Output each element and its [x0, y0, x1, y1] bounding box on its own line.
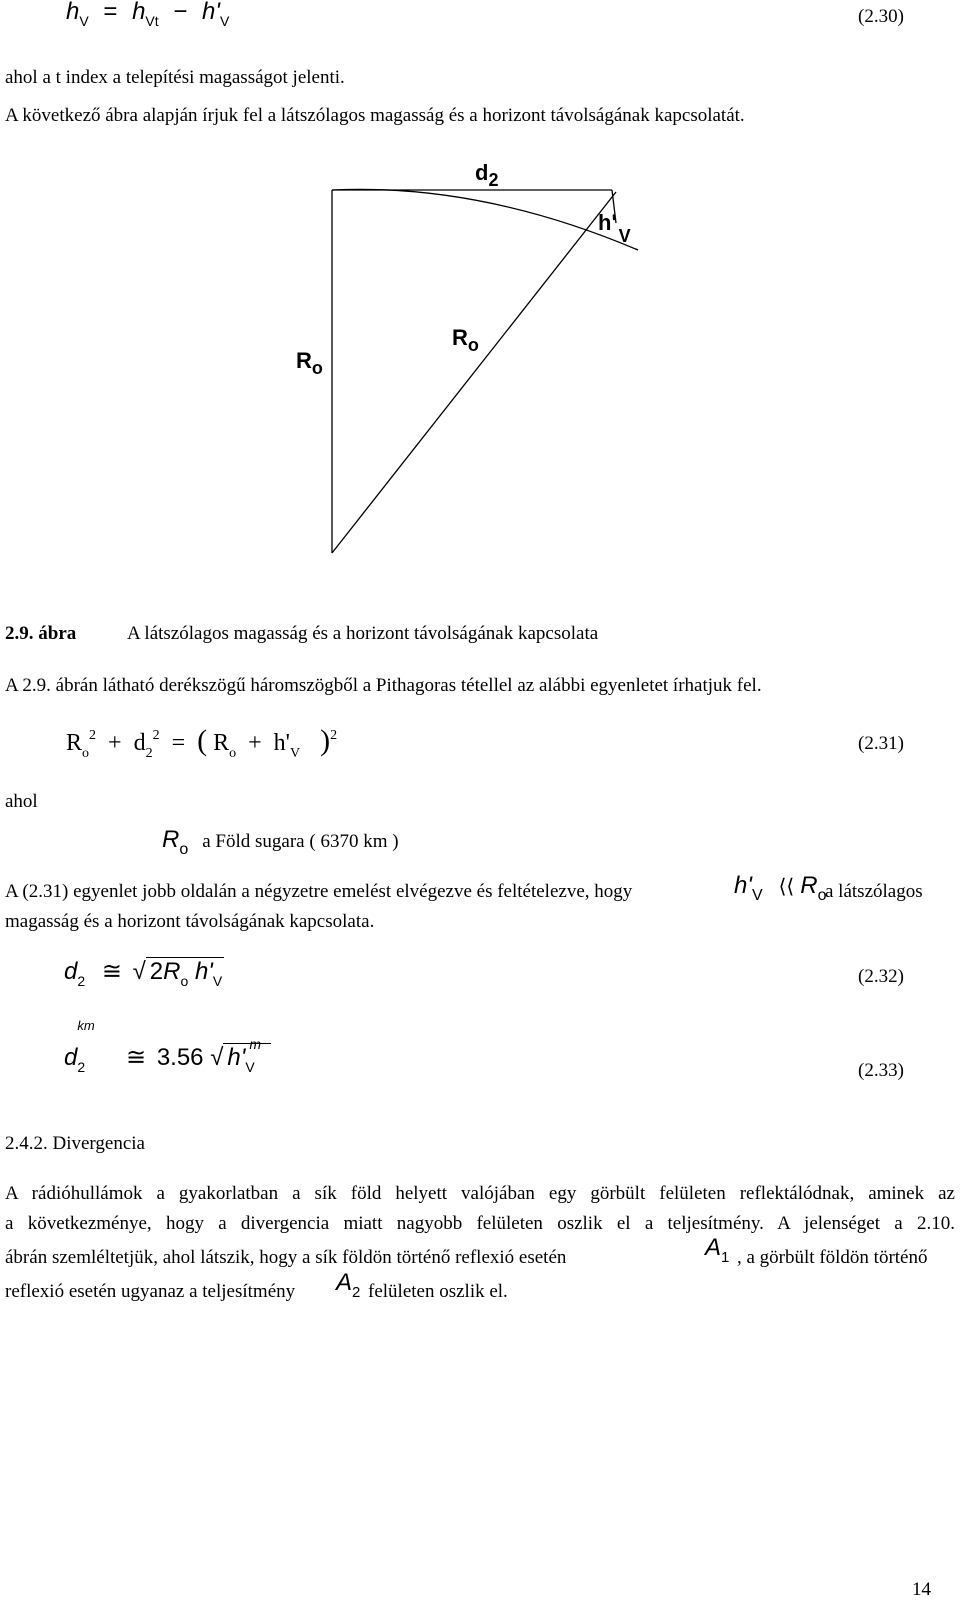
label-d2: $d_2$ [475, 160, 499, 190]
paragraph: ahol a t index a telepítési magasságot jelenti. [5, 67, 345, 88]
eq-var: h' [194, 958, 213, 985]
eq-sub: 2 [352, 1284, 361, 1301]
eq-coef: 3.56 [156, 1044, 204, 1071]
eq-paren: ) [320, 724, 331, 757]
equation-number: (2.30) [858, 6, 904, 27]
eq-coef: 2 [149, 958, 164, 985]
eq-var: h [132, 0, 146, 25]
paragraph-line: A rádióhullámok a gyakorlatban a sík föld helyett valójában egy görbült felületen reflektálódnak, aminek az [5, 1183, 955, 1204]
eq-var: R [66, 730, 83, 756]
equation-2-32 [64, 957, 224, 988]
eq-paren: ( [197, 724, 208, 757]
eq-sub: Vt [145, 13, 159, 29]
condition-inline [734, 872, 827, 904]
eq-var: R [800, 872, 818, 899]
eq-sub: o [82, 746, 90, 761]
eq-var: h' [202, 0, 220, 25]
label-hv: $h'_V$ [598, 210, 631, 246]
eq-op: − [173, 0, 188, 25]
paragraph: magasság és a horizont távolságának kapcsolata. [5, 911, 375, 932]
definition-text: a Föld sugara ( 6370 km ) [202, 831, 399, 852]
eq-var: d [64, 1044, 78, 1071]
eq-sub: V [290, 746, 301, 761]
eq-sup: 2 [89, 728, 97, 743]
equation-number: (2.33) [858, 1060, 904, 1081]
eq-sub: 1 [721, 1249, 730, 1266]
eq-var: R [163, 958, 181, 985]
paragraph-line: ábrán szemléltetjük, ahol látszik, hogy a sík földön történő reflexió esetén [5, 1247, 567, 1268]
figure-caption-number: 2.9. ábra [5, 623, 77, 644]
equation-number: (2.32) [858, 966, 904, 987]
eq-var: h' [227, 1044, 246, 1071]
definition-ro [162, 826, 399, 858]
eq-sub: o [179, 841, 189, 858]
eq-sub: o [817, 887, 827, 904]
eq-var: R [162, 826, 180, 853]
paragraph: a látszólagos [825, 881, 923, 902]
paragraph-line: a következménye, hogy a divergencia miatt nagyobb felületen oszlik el a teljesítmény. A jelenséget a 2.10. [5, 1213, 955, 1234]
figure-caption-text: A látszólagos magasság és a horizont távolságának kapcsolata [127, 623, 599, 644]
paragraph: A (2.31) egyenlet jobb oldalán a négyzetre emelést elvégezve és feltételezve, hogy [5, 881, 633, 902]
eq-var: d [133, 730, 146, 756]
sqrt-sign: √ [210, 1044, 224, 1071]
eq-sub: 2 [77, 1059, 86, 1075]
paragraph-line: , a görbült földön történő [737, 1247, 928, 1268]
eq-op: + [248, 730, 262, 756]
eq-op: + [108, 730, 122, 756]
eq-sup: 2 [152, 728, 160, 743]
label-ro-right: $R_o$ [452, 325, 479, 355]
inline-a1 [705, 1234, 730, 1266]
eq-op: = [171, 730, 186, 756]
eq-var: A [705, 1234, 722, 1261]
eq-sub: V [245, 1059, 255, 1075]
equation-2-33 [64, 1018, 271, 1075]
eq-var: d [64, 958, 78, 985]
eq-sub: 2 [145, 746, 153, 761]
figure-2-9 [290, 158, 650, 578]
eq-var: h [66, 0, 80, 25]
equation-2-31 [66, 724, 338, 761]
page-number: 14 [912, 1579, 931, 1600]
eq-sup: m [249, 1036, 261, 1052]
eq-var: R [213, 730, 230, 756]
earth-arc [332, 189, 638, 250]
eq-sub: V [751, 887, 763, 904]
eq-sub: o [229, 746, 237, 761]
eq-sup: 2 [330, 728, 338, 743]
label-ro-left: $R_o$ [296, 348, 323, 378]
section-heading: 2.4.2. Divergencia [5, 1133, 145, 1154]
eq-op: ⟨⟨ [778, 876, 795, 898]
paragraph: A 2.9. ábrán látható derékszögű háromszögből a Pithagoras tétellel az alábbi egyenletet írhatjuk fel. [5, 675, 762, 696]
eq-sub: V [219, 13, 230, 29]
eq-op: ≅ [126, 1043, 147, 1071]
eq-op: = [103, 0, 118, 25]
eq-sub: V [212, 973, 223, 989]
eq-sub: V [79, 13, 89, 29]
paragraph: A következő ábra alapján írjuk fel a látszólagos magasság és a horizont távolságának kapcsolatát. [5, 105, 745, 126]
eq-op: ≅ [101, 957, 122, 985]
eq-sub: o [180, 973, 189, 989]
ahol-label: ahol [5, 791, 38, 812]
eq-var: h' [734, 872, 752, 899]
paragraph-line: felületen oszlik el. [368, 1281, 508, 1302]
paragraph-line: reflexió esetén ugyanaz a teljesítmény [5, 1281, 296, 1302]
equation-2-30 [66, 0, 230, 29]
sqrt-sign: √ [132, 958, 146, 985]
equation-number: (2.31) [858, 733, 904, 754]
eq-sub: 2 [77, 973, 86, 989]
eq-var: A [336, 1269, 353, 1296]
tangent-line [332, 192, 616, 553]
eq-sup: km [77, 1018, 95, 1033]
eq-var: h' [273, 730, 290, 756]
inline-a2 [336, 1269, 361, 1301]
